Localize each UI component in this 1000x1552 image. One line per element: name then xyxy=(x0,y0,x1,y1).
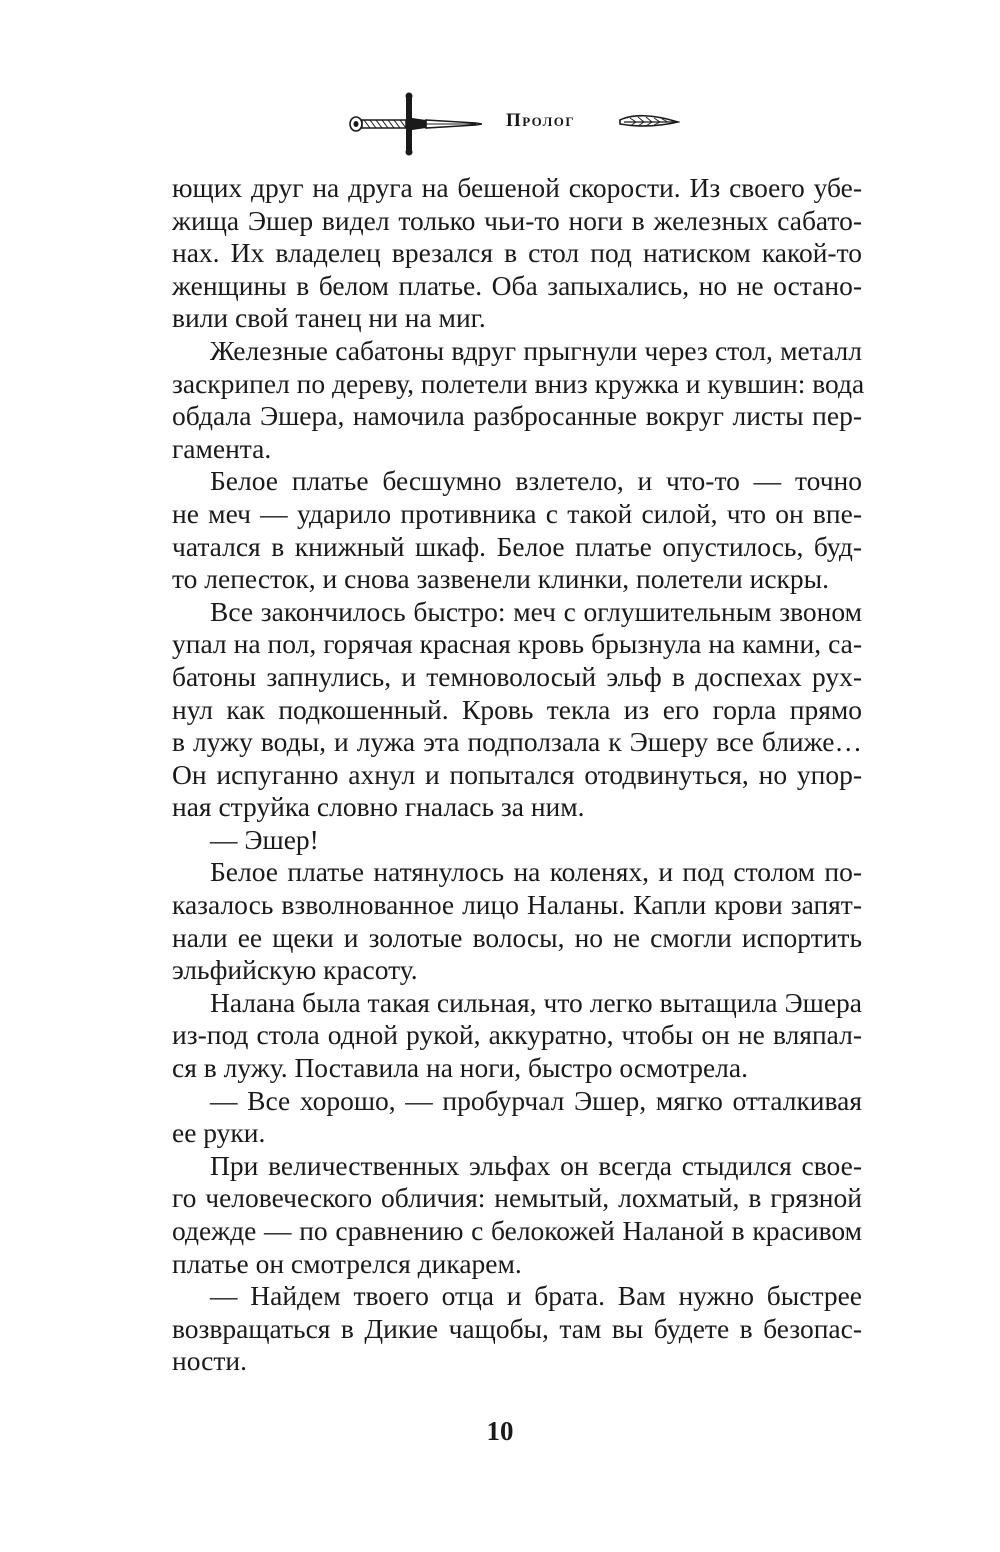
text-line: Белое платье натянулось на коленях, и под столом по- xyxy=(210,856,862,888)
text-line: обдала Эшера, намочила разбросанные вокруг листы пер- xyxy=(172,400,862,432)
text-line: ности. xyxy=(172,1345,247,1377)
text-line: ее руки. xyxy=(172,1117,266,1149)
text-line: — Эшер! xyxy=(210,823,319,855)
body-text xyxy=(172,172,865,1378)
text-line: ная струйка словно гналась за ним. xyxy=(172,791,585,823)
text-line: гамента. xyxy=(172,432,272,464)
text-line: возвращаться в Дикие чащобы, там вы будете в безопас- xyxy=(172,1312,862,1344)
paragraph xyxy=(172,856,862,986)
text-line: Все закончилось быстро: меч с оглушительным звоном xyxy=(210,595,862,627)
chapter-title: Пролог xyxy=(506,110,576,131)
text-line: При величественных эльфах он всегда стыдился свое- xyxy=(210,1149,862,1181)
text-line: чатался в книжный шкаф. Белое платье опустилось, буд- xyxy=(172,530,862,562)
text-line: упал на пол, горячая красная кровь брызнула на камни, са- xyxy=(172,628,862,660)
text-line: вили свой танец ни на миг. xyxy=(172,302,486,334)
sword-icon xyxy=(348,92,482,156)
paragraph xyxy=(172,334,865,465)
paragraph xyxy=(172,987,862,1085)
page-number: 10 xyxy=(486,1416,514,1446)
paragraph xyxy=(172,824,862,857)
text-line: Белое платье бесшумно взлетело, и что-то — точно xyxy=(210,465,862,497)
text-line: го человеческого обличия: немытый, лохматый, в грязной xyxy=(172,1182,862,1214)
paragraph xyxy=(172,465,862,595)
text-line: эльфийскую красоту. xyxy=(172,954,418,986)
text-line: платье он смотрелся дикарем. xyxy=(172,1247,522,1279)
text-line: ющих друг на друга на бешеной скорости. Из своего убе- xyxy=(172,172,862,203)
paragraph xyxy=(172,1150,862,1280)
text-line: в лужу воды, и лужа эта подползала к Эшеру все ближе… xyxy=(172,726,862,758)
paragraph xyxy=(172,1085,862,1150)
text-line: казалось взволнованное лицо Наланы. Капли крови запят- xyxy=(172,889,862,921)
text-line: одежде — по сравнению с белокожей Наланой в красивом xyxy=(172,1215,862,1246)
paragraph xyxy=(172,596,862,824)
running-head xyxy=(0,92,1000,156)
feather-icon xyxy=(618,112,680,132)
paragraph xyxy=(172,172,862,335)
text-line: Он испуганно ахнул и попытался отодвинуться, но упор- xyxy=(172,758,862,790)
text-line: нул как подкошенный. Кровь текла из его горла прямо xyxy=(172,693,862,725)
paragraph xyxy=(172,1280,862,1378)
text-line: из-под стола одной рукой, аккуратно, чтобы он не вляпал- xyxy=(172,1019,862,1051)
text-line: женщины в белом платье. Оба запыхались, но не остано- xyxy=(172,269,862,301)
text-line: — Все хорошо, — пробурчал Эшер, мягко отталкивая xyxy=(210,1084,862,1116)
text-line: не меч — ударило противника с такой силой, что он впе- xyxy=(172,497,862,529)
text-line: то лепесток, и снова зазвенели клинки, полетели искры. xyxy=(172,563,830,595)
text-line: нах. Их владелец врезался в стол под натиском какой-то xyxy=(172,237,862,269)
text-line: батоны запнулись, и темноволосый эльф в доспехах рух- xyxy=(172,660,862,692)
text-line: ся в лужу. Поставила на ноги, быстро осмотрела. xyxy=(172,1052,748,1084)
text-line: — Найдем твоего отца и брата. Вам нужно быстрее xyxy=(210,1280,862,1312)
text-line: жища Эшер видел только чьи-то ноги в железных сабато- xyxy=(172,204,862,236)
text-line: Налана была такая сильная, что легко вытащила Эшера xyxy=(210,986,862,1018)
text-line: нали ее щеки и золотые волосы, но не смогли испортить xyxy=(172,921,862,953)
text-line: Железные сабатоны вдруг прыгнули через стол, металл xyxy=(210,334,862,366)
text-line: заскрипел по дереву, полетели вниз кружка и кувшин: вода xyxy=(172,367,865,399)
